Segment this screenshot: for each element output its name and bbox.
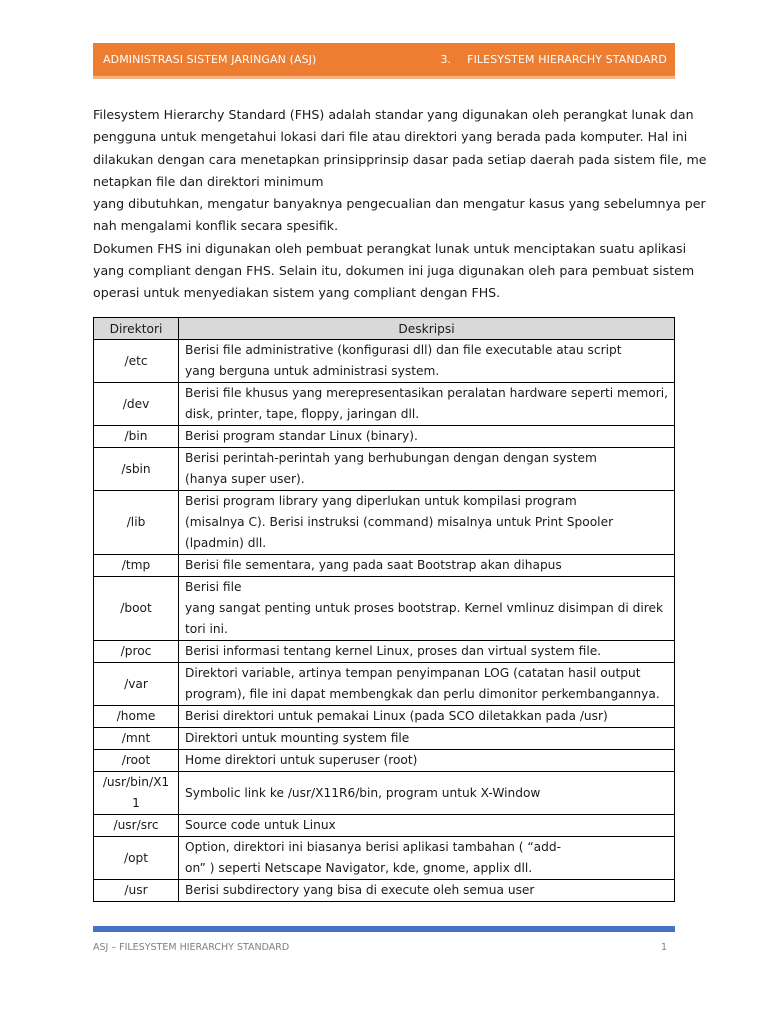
description-line: Berisi program library yang diperlukan untuk kompilasi program xyxy=(185,494,577,508)
directory-cell xyxy=(94,577,179,641)
description-cell xyxy=(179,577,675,641)
description-line: Option, direktori ini biasanya berisi aplikasi tambahan ( “add- xyxy=(185,840,561,854)
fhs-directory-table xyxy=(93,317,675,902)
directory-path: /dev xyxy=(122,396,150,411)
intro-line: netapkan file dan direktori minimum xyxy=(93,173,324,189)
intro-line: pengguna untuk mengetahui lokasi dari file atau direktori yang berada pada komputer. Hal ini xyxy=(93,129,688,145)
intro-line: operasi untuk menyediakan sistem yang compliant dengan FHS. xyxy=(93,285,501,301)
description-cell xyxy=(179,772,675,815)
directory-cell xyxy=(94,706,179,728)
description-line: on” ) seperti Netscape Navigator, kde, gnome, applix dll. xyxy=(185,861,533,875)
description-line: program), file ini dapat membengkak dan perlu dimonitor perkembangannya. xyxy=(185,687,660,701)
directory-path: 1 xyxy=(132,796,140,810)
table-row xyxy=(94,750,675,772)
footer-title: ASJ – FILESYSTEM HIERARCHY STANDARD xyxy=(93,942,290,953)
directory-path: /bin xyxy=(124,429,148,443)
table-row xyxy=(94,815,675,837)
description-cell xyxy=(179,880,675,902)
directory-cell xyxy=(94,641,179,663)
directory-path: /proc xyxy=(120,644,152,658)
description-cell xyxy=(179,815,675,837)
directory-cell xyxy=(94,728,179,750)
directory-cell xyxy=(94,837,179,880)
table-header-row xyxy=(94,318,675,340)
header-chapter xyxy=(440,53,667,66)
directory-path: /usr/bin/X1 xyxy=(102,775,170,789)
description-line: Berisi informasi tentang kernel Linux, proses dan virtual system file. xyxy=(185,644,602,658)
directory-path: /var xyxy=(124,676,148,691)
description-cell xyxy=(179,641,675,663)
description-line: Berisi file administrative (konfigurasi dll) dan file executable atau script xyxy=(185,343,622,357)
directory-path: /tmp xyxy=(121,558,151,572)
column-header-description: Deskripsi xyxy=(179,318,675,340)
table-body xyxy=(94,340,675,902)
header-chapter-number: 3. xyxy=(440,53,452,66)
description-cell xyxy=(179,750,675,772)
intro-line: Filesystem Hierarchy Standard (FHS) adalah standar yang digunakan oleh perangkat lunak dan xyxy=(93,107,694,122)
description-cell xyxy=(179,426,675,448)
table-row xyxy=(94,772,675,815)
directory-path: /usr xyxy=(124,883,148,897)
page-footer xyxy=(93,942,675,953)
page-header xyxy=(93,43,675,79)
table-row xyxy=(94,837,675,880)
header-chapter-title: FILESYSTEM HIERARCHY STANDARD xyxy=(467,53,667,66)
table-row xyxy=(94,706,675,728)
description-line: Berisi program standar Linux (binary). xyxy=(185,429,418,443)
page-number: 1 xyxy=(660,942,667,953)
description-line: Berisi file khusus yang merepresentasikan peralatan hardware seperti memori, xyxy=(185,386,668,400)
description-cell xyxy=(179,555,675,577)
intro-line: yang dibutuhkan, mengatur banyaknya pengecualian dan mengatur kasus yang sebelumnya per xyxy=(93,196,706,212)
description-line: Berisi file sementara, yang pada saat Bootstrap akan dihapus xyxy=(185,558,562,572)
description-cell xyxy=(179,448,675,491)
table-row xyxy=(94,426,675,448)
table-row xyxy=(94,641,675,663)
description-line: Symbolic link ke /usr/X11R6/bin, program untuk X-Window xyxy=(185,785,541,800)
description-line: Source code untuk Linux xyxy=(185,818,336,832)
description-line: Direktori variable, artinya tempan penyimpanan LOG (catatan hasil output xyxy=(185,666,641,680)
directory-path: /sbin xyxy=(121,461,151,476)
description-cell xyxy=(179,383,675,426)
description-cell xyxy=(179,837,675,880)
intro-line: nah mengalami konflik secara spesifik. xyxy=(93,218,339,234)
description-line: tori ini. xyxy=(185,622,228,636)
directory-cell xyxy=(94,880,179,902)
table-row xyxy=(94,340,675,383)
intro-line: dilakukan dengan cara menetapkan prinsipprinsip dasar pada setiap daerah pada sistem file, me xyxy=(93,151,707,167)
directory-path: /usr/src xyxy=(113,818,159,832)
description-line: Berisi perintah-perintah yang berhubungan dengan dengan system xyxy=(185,451,597,465)
directory-cell xyxy=(94,555,179,577)
directory-path: /boot xyxy=(120,601,152,615)
directory-cell xyxy=(94,815,179,837)
directory-cell xyxy=(94,663,179,706)
directory-path: /lib xyxy=(126,515,146,529)
directory-cell xyxy=(94,491,179,555)
directory-cell xyxy=(94,448,179,491)
description-line: yang sangat penting untuk proses bootstrap. Kernel vmlinuz disimpan di direk xyxy=(185,601,664,615)
directory-path: /etc xyxy=(124,353,148,368)
description-cell xyxy=(179,340,675,383)
table-row xyxy=(94,383,675,426)
directory-path: /root xyxy=(121,753,151,767)
description-line: Direktori untuk mounting system file xyxy=(185,731,410,745)
directory-cell xyxy=(94,772,179,815)
intro-line: Dokumen FHS ini digunakan oleh pembuat perangkat lunak untuk menciptakan suatu aplikasi xyxy=(93,240,687,256)
footer-rule xyxy=(93,926,675,932)
header-course-title: ADMINISTRASI SISTEM JARINGAN (ASJ) xyxy=(103,53,317,66)
description-line: Home direktori untuk superuser (root) xyxy=(185,753,418,767)
table-row xyxy=(94,728,675,750)
directory-path: /home xyxy=(116,709,156,723)
table-row xyxy=(94,555,675,577)
directory-cell xyxy=(94,750,179,772)
directory-cell xyxy=(94,340,179,383)
description-line: Berisi subdirectory yang bisa di execute oleh semua user xyxy=(185,883,535,897)
description-cell xyxy=(179,491,675,555)
description-line: (lpadmin) dll. xyxy=(185,536,267,550)
description-cell xyxy=(179,706,675,728)
description-line: yang berguna untuk administrasi system. xyxy=(185,364,440,378)
description-cell xyxy=(179,728,675,750)
table-row xyxy=(94,880,675,902)
directory-path: /opt xyxy=(123,850,149,865)
description-line: (misalnya C). Berisi instruksi (command) misalnya untuk Print Spooler xyxy=(185,515,614,529)
description-cell xyxy=(179,663,675,706)
description-line: (hanya super user). xyxy=(185,472,305,486)
table-row xyxy=(94,663,675,706)
description-line: disk, printer, tape, floppy, jaringan dll. xyxy=(185,407,420,421)
table-row xyxy=(94,577,675,641)
description-line: Berisi direktori untuk pemakai Linux (pada SCO diletakkan pada /usr) xyxy=(185,709,608,723)
directory-path: /mnt xyxy=(121,731,151,745)
table-row xyxy=(94,448,675,491)
intro-line: yang compliant dengan FHS. Selain itu, dokumen ini juga digunakan oleh para pembuat sistem xyxy=(93,263,695,279)
column-header-directory: Direktori xyxy=(94,318,179,340)
table-row xyxy=(94,491,675,555)
directory-cell xyxy=(94,426,179,448)
description-line: Berisi file xyxy=(185,580,242,594)
intro-paragraph xyxy=(93,104,707,305)
directory-cell xyxy=(94,383,179,426)
